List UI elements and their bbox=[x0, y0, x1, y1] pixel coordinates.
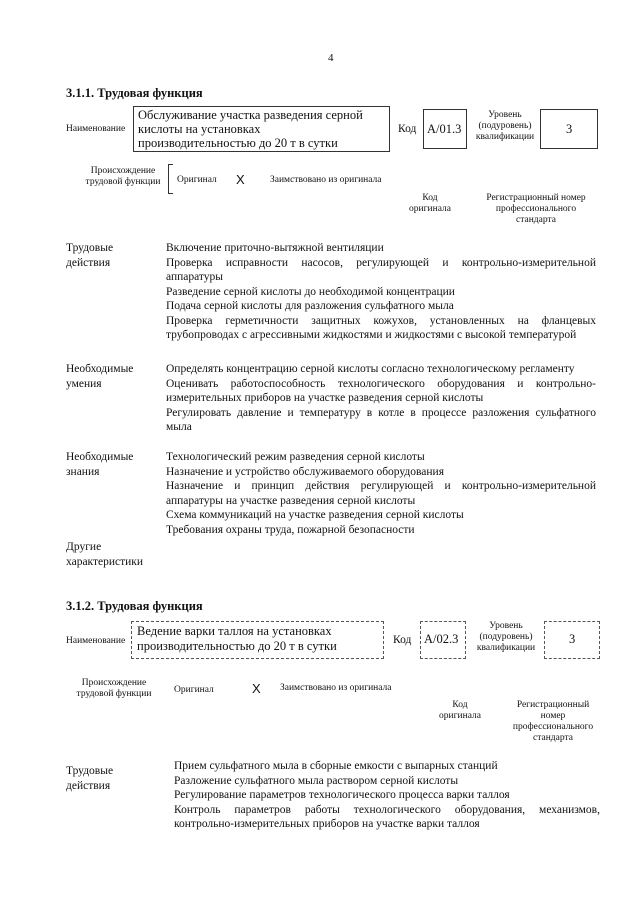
reg-number-line: профессионального bbox=[495, 204, 577, 214]
reg-number-line: Регистрационный bbox=[516, 700, 590, 710]
code-label: Код bbox=[393, 634, 412, 646]
original-x-mark: X bbox=[236, 172, 245, 187]
list-item: Определять концентрацию серной кислоты согласно технологическому регламенту bbox=[166, 363, 575, 375]
orig-code-line: Код bbox=[422, 193, 438, 203]
row-label-line: действия bbox=[66, 780, 111, 792]
level-label bbox=[472, 110, 538, 143]
list-item: Оценивать работоспособность технологического оборудования и контрольно-измерительных приборов на участке разведения серной кислоты bbox=[166, 377, 596, 404]
list-item: Проверка герметичности защитных кожухов, установленных на фланцевых трубопроводах с агрессивными жидкостями и жидкостями с высокой температурой bbox=[166, 314, 596, 341]
level-value-box bbox=[540, 109, 598, 149]
code-value-box bbox=[420, 621, 466, 659]
level-label-line: (подуровень) bbox=[479, 632, 533, 642]
section-heading: 3.1.2. Трудовая функция bbox=[66, 599, 203, 613]
list-item: Контроль параметров работы технологического оборудования, механизмов, контрольно-измерительных приборов на участке варки таллоя bbox=[174, 803, 600, 830]
name-value-line: Обслуживание участка разведения серной bbox=[138, 108, 363, 122]
name-label: Наименование bbox=[66, 636, 126, 646]
section-heading: 3.1.1. Трудовая функция bbox=[66, 86, 203, 100]
origin-label bbox=[66, 678, 162, 700]
level-value: 3 bbox=[566, 122, 573, 136]
other-label bbox=[66, 540, 143, 570]
origin-label-line: Происхождение bbox=[90, 166, 156, 176]
level-label-line: Уровень bbox=[488, 110, 522, 120]
borrowed-label: Заимствовано из оригинала bbox=[280, 683, 392, 693]
orig-code-label bbox=[402, 193, 458, 215]
row-label-line: характеристики bbox=[66, 556, 144, 568]
list-item: Регулирование параметров технологического процесса варки таллоя bbox=[174, 789, 510, 801]
knowledge-label bbox=[66, 450, 133, 480]
name-value-line: Ведение варки таллоя на установках bbox=[137, 624, 332, 638]
skills-list bbox=[166, 362, 596, 435]
original-x-mark: X bbox=[252, 681, 261, 696]
orig-code-line: оригинала bbox=[409, 204, 451, 214]
row-label-line: Необходимые bbox=[66, 451, 134, 463]
reg-number-label bbox=[503, 700, 603, 744]
row-label-line: Трудовые bbox=[66, 765, 114, 777]
reg-number-line: Регистрационный номер bbox=[486, 193, 586, 203]
list-item: Разведение серной кислоты до необходимой концентрации bbox=[166, 285, 455, 298]
name-label: Наименование bbox=[66, 124, 126, 134]
name-value-line: кислоты на установках bbox=[138, 122, 261, 136]
origin-label-line: трудовой функции bbox=[85, 177, 161, 187]
row-label-line: Другие bbox=[66, 541, 102, 553]
code-value: A/02.3 bbox=[424, 632, 459, 646]
row-label-line: действия bbox=[66, 257, 111, 269]
list-item: Схема коммуникаций на участке разведения серной кислоты bbox=[166, 509, 464, 521]
list-item: Технологический режим разведения серной кислоты bbox=[166, 451, 425, 463]
origin-label-line: Происхождение bbox=[81, 678, 147, 688]
row-label-line: умения bbox=[66, 378, 102, 390]
list-item: Проверка исправности насосов, регулирующей и контрольно-измерительной аппаратуры bbox=[166, 256, 596, 283]
list-item: Подача серной кислоты для разложения сульфатного мыла bbox=[166, 300, 454, 312]
reg-number-line: стандарта bbox=[516, 215, 556, 225]
list-item: Требования охраны труда, пожарной безопасности bbox=[166, 523, 415, 536]
list-item: Разложение сульфатного мыла раствором серной кислоты bbox=[174, 774, 459, 787]
code-value-box bbox=[423, 109, 467, 149]
reg-number-line: профессионального bbox=[512, 722, 594, 732]
list-item: Назначение и устройство обслуживаемого оборудования bbox=[166, 465, 445, 478]
name-value-line: производительностью до 20 т в сутки bbox=[137, 639, 337, 653]
level-value: 3 bbox=[569, 632, 576, 646]
skills-label bbox=[66, 362, 133, 392]
origin-bracket bbox=[168, 164, 173, 194]
name-value-box bbox=[131, 621, 384, 659]
labor-actions-label bbox=[66, 764, 113, 794]
borrowed-label: Заимствовано из оригинала bbox=[270, 175, 382, 185]
page-number: 4 bbox=[328, 52, 334, 64]
name-value-line: производительностью до 20 т в сутки bbox=[138, 136, 338, 150]
code-label: Код bbox=[398, 123, 417, 135]
level-label-line: квалификации bbox=[475, 132, 535, 142]
origin-label-line: трудовой функции bbox=[76, 689, 152, 699]
labor-actions-label bbox=[66, 241, 113, 271]
reg-number-line: стандарта bbox=[533, 733, 573, 743]
row-label-line: Трудовые bbox=[66, 242, 114, 254]
level-value-box bbox=[544, 621, 600, 659]
original-label: Оригинал bbox=[174, 685, 214, 695]
knowledge-list bbox=[166, 450, 596, 537]
list-item: Назначение и принцип действия регулирующей и контрольно-измерительной аппаратуры на участке разведения серной кислоты bbox=[166, 480, 596, 507]
original-label: Оригинал bbox=[177, 175, 217, 185]
code-value: A/01.3 bbox=[427, 122, 462, 136]
orig-code-line: оригинала bbox=[439, 711, 481, 721]
level-label-line: квалификации bbox=[476, 643, 536, 653]
row-label-line: Необходимые bbox=[66, 363, 134, 375]
level-label-line: Уровень bbox=[489, 621, 523, 631]
orig-code-label bbox=[432, 700, 488, 722]
list-item: Регулировать давление и температуру в котле в процессе разложения сульфатного мыла bbox=[166, 406, 596, 433]
level-label bbox=[472, 621, 540, 654]
level-label-line: (подуровень) bbox=[478, 121, 532, 131]
labor-actions-list bbox=[174, 759, 600, 832]
reg-number-label bbox=[478, 193, 594, 226]
orig-code-line: Код bbox=[452, 700, 468, 710]
reg-number-line: номер bbox=[540, 711, 566, 721]
origin-label bbox=[78, 166, 168, 188]
row-label-line: знания bbox=[66, 466, 100, 478]
list-item: Включение приточно-вытяжной вентиляции bbox=[166, 242, 384, 254]
labor-actions-list bbox=[166, 241, 596, 343]
name-value-box bbox=[133, 106, 390, 152]
list-item: Прием сульфатного мыла в сборные емкости с выпарных станций bbox=[174, 760, 498, 772]
